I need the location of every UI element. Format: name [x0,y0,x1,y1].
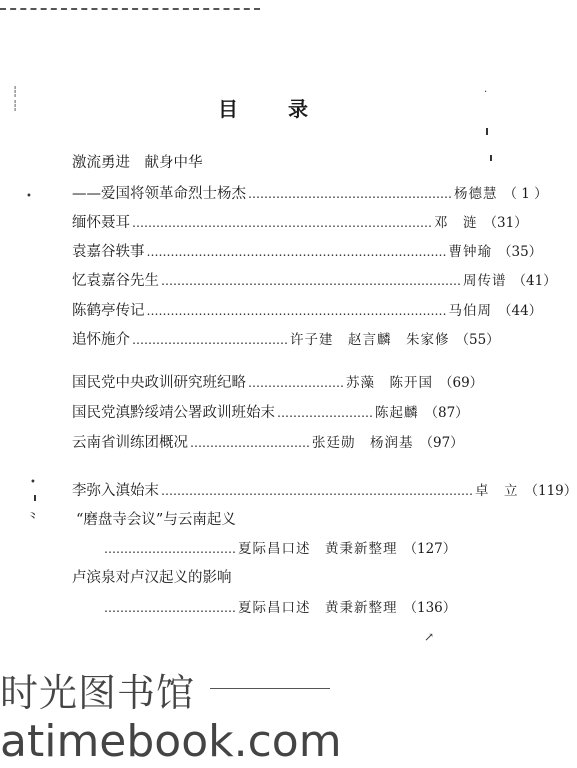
toc-entry [72,431,464,455]
dot-leader: ………………………………………………………………… [146,304,447,318]
toc-entry-page: （69） [439,375,484,391]
dot-leader: ………………………………………………………………… [146,245,447,259]
watermark-text: 时光图书馆 [0,671,196,715]
toc-entry [72,401,469,425]
toc-entry [72,328,500,352]
toc-entry-title: 追怀施介 [72,332,130,348]
dot-leader: …………………………………………………………………… [161,484,473,498]
margin-mark [490,155,492,161]
toc-entry-title: ——爱国将领革命烈士杨杰 [72,186,246,202]
toc-entry-title: “磨盘寺会议”与云南起义 [76,512,236,528]
toc-entry-author: 许子建 赵言麟 朱家修 [290,332,450,348]
toc-entry-page: （119） [524,483,577,499]
margin-mark: • [26,191,32,202]
toc-entry-author: 陈起麟 [375,405,419,421]
toc-entry-author: 周传谱 [463,273,507,289]
watermark-url: atimebook.com [0,716,342,767]
dot-leader: …………………… [277,406,373,420]
toc-entry-author: 杨德慧 [454,186,498,202]
toc-entry-author: 马伯周 [448,303,492,319]
watermark-rule [210,688,330,689]
margin-mark [486,128,488,135]
dot-leader: …………………………… [104,542,236,556]
toc-entry-page: （127） [403,541,457,557]
dot-leader: ………………………………… [132,333,288,347]
margin-mark: ┆ [12,87,19,98]
toc-entry [72,211,528,235]
margin-mark: ⺀ [26,511,40,527]
margin-mark: ↗ [424,630,435,644]
margin-mark: · [484,87,488,98]
margin-mark [34,495,36,501]
toc-entry-title: 忆袁嘉谷先生 [72,273,159,289]
toc-entry-title: 袁嘉谷轶事 [72,244,145,260]
toc-entry-author: 苏藻 陈开国 [346,375,433,391]
margin-mark: ┆ [12,101,19,112]
toc-entry-title: 缅怀聂耳 [72,215,130,231]
top-dashed-rule [0,8,260,10]
toc-entry [102,596,457,620]
dot-leader: …………………………… [104,601,236,615]
toc-entry-author: 夏际昌口述 黄秉新整理 [238,600,398,616]
margin-mark: • [30,477,36,488]
toc-entry [72,566,444,590]
toc-entry [72,299,543,323]
dot-leader: ………………………… [190,436,310,450]
toc-entry [72,151,444,175]
toc-entry-author: 邓 涟 [434,215,478,231]
toc-entry-title: 国民党中央政训研究班纪略 [72,375,246,391]
toc-entry-title: 李弥入滇始末 [72,483,159,499]
toc-entry [72,240,543,264]
toc-entry-author: 夏际昌口述 黄秉新整理 [238,541,398,557]
toc-entry-author: 卓 立 [475,483,519,499]
toc-entry [76,508,448,532]
toc-entry-page: （55） [455,332,500,348]
page-title-char: 目 [218,97,238,121]
toc-entry-page: （31） [483,215,528,231]
page-title-char: 录 [288,97,308,121]
toc-entry-author: 张廷勋 杨润基 [312,435,414,451]
toc-entry-page: （44） [498,303,543,319]
toc-entry-title: 卢滨泉对卢汉起义的影响 [72,570,232,586]
dot-leader: …………………… [248,376,344,390]
toc-entry-page: （ 1 ） [503,186,548,202]
dot-leader: …………………………………………… [248,187,452,201]
toc-entry-page: （97） [419,435,464,451]
page-title [218,93,308,122]
toc-entry [72,182,548,206]
toc-entry-title: 云南省训练团概况 [72,435,188,451]
toc-entry-author: 曹钟瑜 [448,244,492,260]
toc-entry-page: （136） [403,600,457,616]
toc-entry [72,371,484,395]
toc-entry [72,269,557,293]
toc-entry-page: （87） [424,405,469,421]
toc-entry-page: （41） [512,273,557,289]
toc-entry-page: （35） [498,244,543,260]
toc-entry [72,479,577,503]
toc-entry-title: 激流勇进 献身中华 [72,155,203,171]
toc-entry-title: 国民党滇黔绥靖公署政训班始末 [72,405,275,421]
toc-entry-title: 陈鹤亭传记 [72,303,145,319]
toc-entry [102,537,457,561]
dot-leader: ………………………………………………………………… [132,216,432,230]
dot-leader: ………………………………………………………………… [161,274,461,288]
